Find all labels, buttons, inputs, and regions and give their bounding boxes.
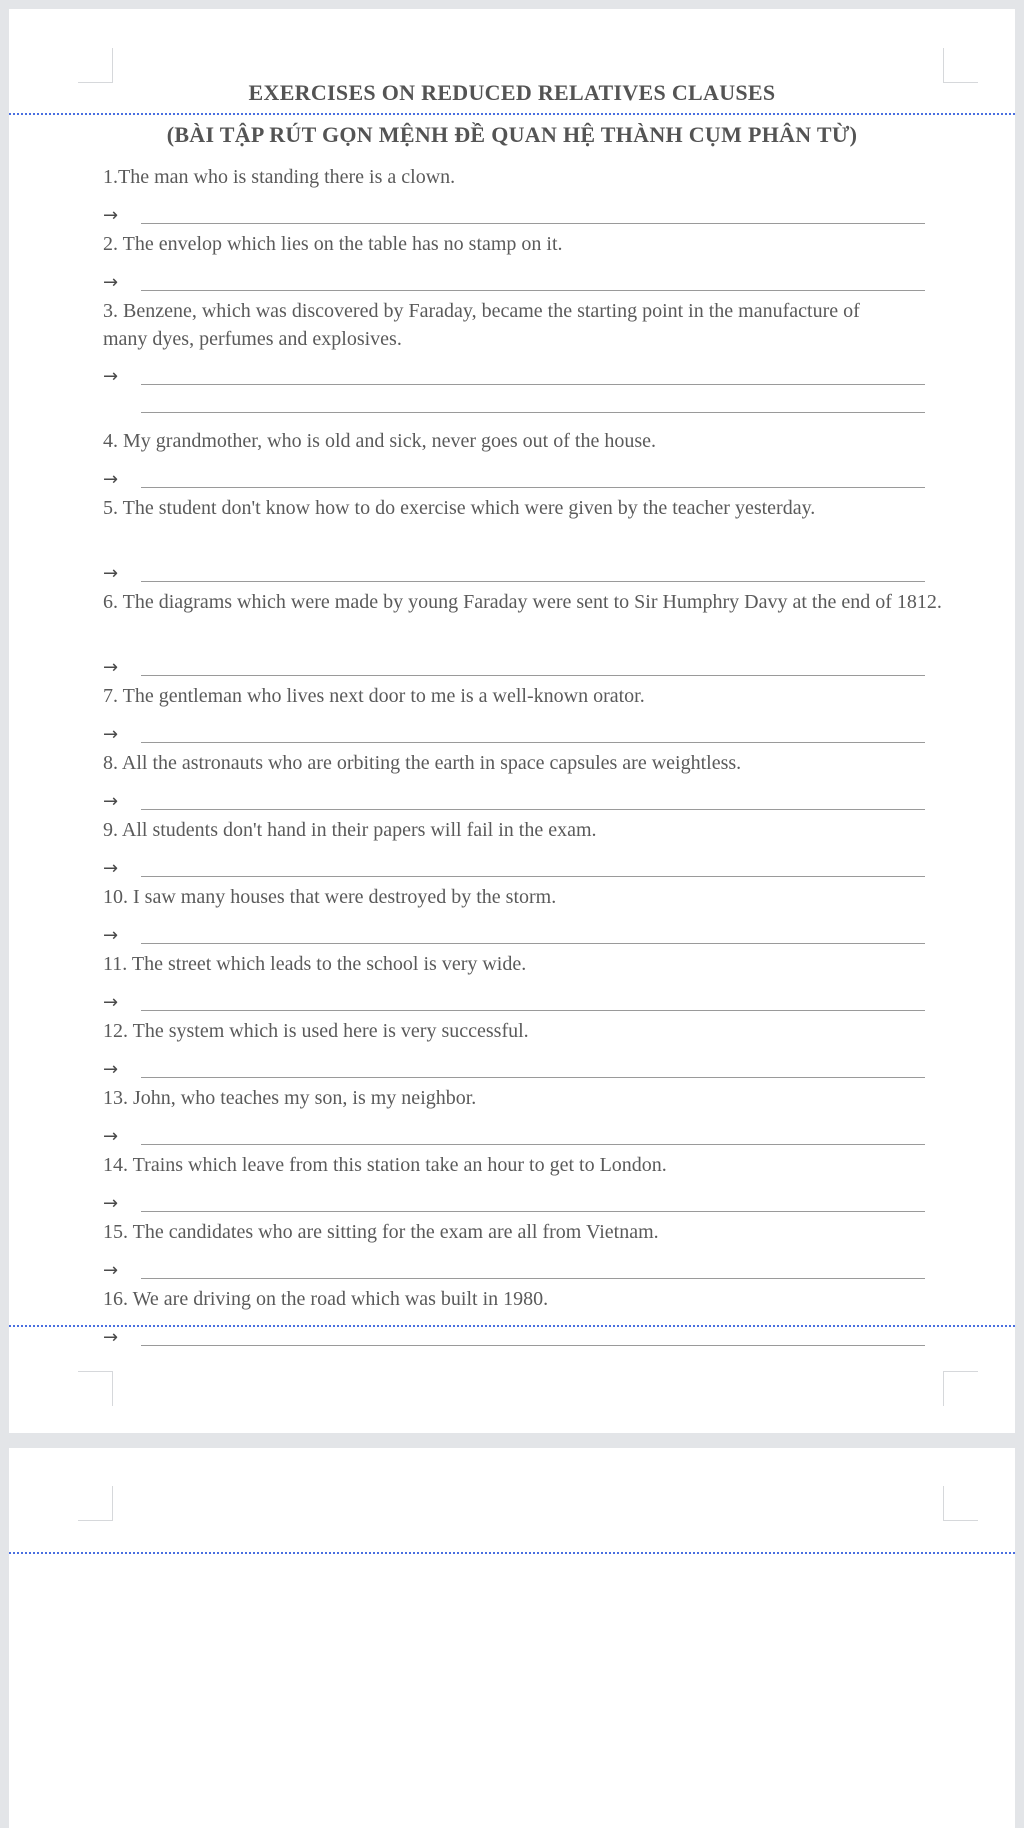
arrow-icon: → xyxy=(103,657,119,678)
exercise-16: 16. We are driving on the road which was built in 1980. xyxy=(103,1288,549,1310)
exercise-7: 7. The gentleman who lives next door to me is a well-known orator. xyxy=(103,685,645,707)
answer-line-7[interactable] xyxy=(103,724,925,748)
arrow-icon: → xyxy=(103,366,119,387)
arrow-icon: → xyxy=(103,858,119,879)
arrow-icon: → xyxy=(103,563,119,584)
arrow-icon: → xyxy=(103,1327,119,1348)
arrow-icon: → xyxy=(103,1059,119,1080)
answer-line-5[interactable] xyxy=(103,563,925,587)
answer-line-11[interactable] xyxy=(103,992,925,1016)
margin-corner-top-right xyxy=(943,1486,978,1521)
exercise-5: 5. The student don't know how to do exercise which were given by the teacher yesterday. xyxy=(103,497,816,519)
exercise-11: 11. The street which leads to the school is very wide. xyxy=(103,953,527,975)
arrow-icon: → xyxy=(103,205,119,226)
margin-corner-top-right xyxy=(943,48,978,83)
exercise-12: 12. The system which is used here is very successful. xyxy=(103,1020,529,1042)
arrow-icon: → xyxy=(103,469,119,490)
answer-line-13[interactable] xyxy=(103,1126,925,1150)
exercise-1: 1.The man who is standing there is a clown. xyxy=(103,166,456,188)
exercise-15: 15. The candidates who are sitting for the exam are all from Vietnam. xyxy=(103,1221,659,1243)
answer-line-9[interactable] xyxy=(103,858,925,882)
document-page-2 xyxy=(9,1448,1015,1828)
answer-line-15[interactable] xyxy=(103,1260,925,1284)
arrow-icon: → xyxy=(103,1126,119,1147)
answer-line-12[interactable] xyxy=(103,1059,925,1083)
answer-line-1[interactable] xyxy=(103,205,925,229)
answer-line-16[interactable] xyxy=(103,1327,925,1351)
arrow-icon: → xyxy=(103,724,119,745)
answer-line-10[interactable] xyxy=(103,925,925,949)
exercise-6: 6. The diagrams which were made by young Faraday were sent to Sir Humphry Davy at the end of 1812. xyxy=(103,591,942,613)
exercise-13: 13. John, who teaches my son, is my neighbor. xyxy=(103,1087,477,1109)
margin-corner-bottom-left xyxy=(78,1371,113,1406)
answer-line-4[interactable] xyxy=(103,469,925,493)
arrow-icon: → xyxy=(103,791,119,812)
page-guide-line xyxy=(9,113,1015,115)
arrow-icon: → xyxy=(103,272,119,293)
answer-line-2[interactable] xyxy=(103,272,925,296)
document-page-1 xyxy=(9,9,1015,1433)
arrow-icon: → xyxy=(103,925,119,946)
exercise-8: 8. All the astronauts who are orbiting the earth in space capsules are weightless. xyxy=(103,752,742,774)
document-title: EXERCISES ON REDUCED RELATIVES CLAUSES xyxy=(248,80,776,105)
answer-line-14[interactable] xyxy=(103,1193,925,1217)
margin-corner-top-left xyxy=(78,48,113,83)
exercise-3: 3. Benzene, which was discovered by Faraday, became the starting point in the manufacture of many dyes, perfumes and explosives. xyxy=(103,300,860,350)
exercise-10: 10. I saw many houses that were destroyed by the storm. xyxy=(103,886,557,908)
answer-line-3b[interactable] xyxy=(103,394,925,418)
exercise-9: 9. All students don't hand in their papers will fail in the exam. xyxy=(103,819,597,841)
exercise-2: 2. The envelop which lies on the table has no stamp on it. xyxy=(103,233,563,255)
margin-corner-top-left xyxy=(78,1486,113,1521)
answer-line-6[interactable] xyxy=(103,657,925,681)
exercise-14: 14. Trains which leave from this station take an hour to get to London. xyxy=(103,1154,667,1176)
exercise-4: 4. My grandmother, who is old and sick, never goes out of the house. xyxy=(103,430,656,452)
arrow-icon: → xyxy=(103,1260,119,1281)
arrow-icon: → xyxy=(103,992,119,1013)
page-guide-line xyxy=(9,1552,1015,1554)
arrow-icon: → xyxy=(103,1193,119,1214)
answer-line-8[interactable] xyxy=(103,791,925,815)
answer-line-3[interactable] xyxy=(103,366,925,390)
margin-corner-bottom-right xyxy=(943,1371,978,1406)
document-subtitle: (BÀI TẬP RÚT GỌN MỆNH ĐỀ QUAN HỆ THÀNH CỤM PHÂN TỪ) xyxy=(166,122,858,147)
